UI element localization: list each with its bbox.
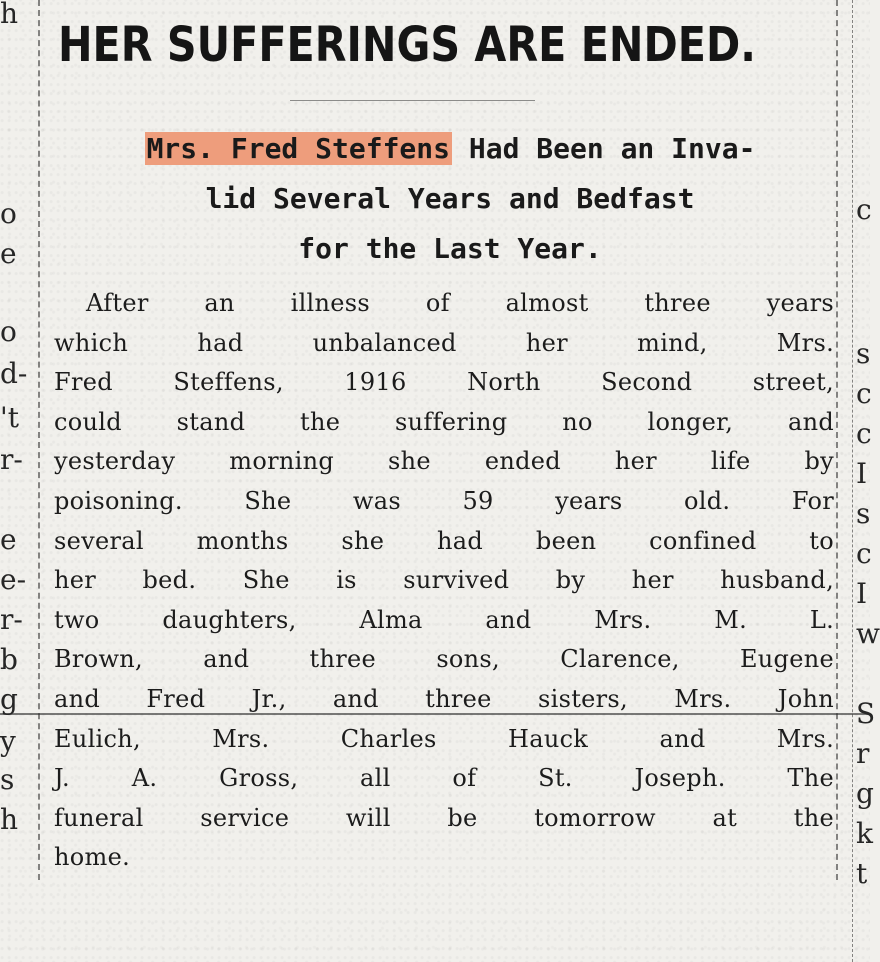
left-column-fragment: s bbox=[0, 763, 15, 796]
left-column-fragment: y bbox=[0, 725, 16, 758]
right-column-fragment: s bbox=[856, 337, 871, 370]
headline-divider bbox=[290, 100, 535, 101]
body-line: Brown, and three sons, Clarence, Eugene bbox=[54, 645, 834, 674]
body-line: could stand the suffering no longer, and bbox=[54, 407, 834, 436]
left-column-fragment: e- bbox=[0, 563, 27, 596]
article-body bbox=[54, 284, 834, 878]
left-column-rule bbox=[38, 0, 40, 880]
right-column-fragment: s bbox=[856, 497, 871, 530]
left-column-fragment: r- bbox=[0, 443, 23, 476]
body-line: Eulich, Mrs. Charles Hauck and Mrs. bbox=[54, 724, 834, 753]
left-column-fragment: b bbox=[0, 643, 18, 676]
right-column-fragment: t bbox=[856, 857, 868, 890]
body-line: and Fred Jr., and three sisters, Mrs. John bbox=[54, 684, 834, 713]
right-column-fragment: r bbox=[856, 737, 870, 770]
body-line: funeral service will be tomorrow at the bbox=[54, 803, 834, 832]
outer-column-rule bbox=[852, 0, 853, 962]
left-column-fragment: h bbox=[0, 0, 19, 30]
right-column-fragment: I bbox=[856, 577, 868, 610]
headline: HER SUFFERINGS ARE ENDED. bbox=[58, 17, 756, 73]
body-line: After an illness of almost three years bbox=[86, 289, 834, 317]
right-column-fragment: c bbox=[856, 193, 872, 226]
left-column-fragment: 't bbox=[0, 401, 19, 434]
left-column-fragment: r- bbox=[0, 603, 23, 636]
right-column-fragment: w bbox=[856, 617, 880, 650]
subheadline-line-1 bbox=[60, 124, 840, 174]
right-column-fragment: c bbox=[856, 417, 872, 450]
right-column-fragment: g bbox=[856, 777, 874, 810]
body-line: yesterday morning she ended her life by bbox=[54, 447, 834, 476]
body-line: which had unbalanced her mind, Mrs. bbox=[54, 328, 834, 357]
body-line: her bed. She is survived by her husband, bbox=[54, 566, 834, 595]
right-column-fragment: S bbox=[856, 697, 876, 730]
left-column-fragment: d- bbox=[0, 357, 28, 390]
left-column-fragment: e bbox=[0, 523, 17, 556]
body-line: Fred Steffens, 1916 North Second street, bbox=[54, 368, 834, 397]
subheadline-line-2: lid Several Years and Bedfast bbox=[205, 182, 695, 215]
subheadline-line-3: for the Last Year. bbox=[298, 232, 602, 265]
right-column-fragment: c bbox=[856, 377, 872, 410]
left-column-fragment: o bbox=[0, 197, 17, 230]
right-column-fragment: I bbox=[856, 457, 868, 490]
body-line: poisoning. She was 59 years old. For bbox=[54, 486, 834, 515]
left-column-fragment: o bbox=[0, 315, 17, 348]
body-line: several months she had been confined to bbox=[54, 526, 834, 555]
body-line: two daughters, Alma and Mrs. M. L. bbox=[54, 605, 834, 634]
subheadline-line-1-rest: Had Been an Inva- bbox=[452, 132, 756, 165]
right-column-fragment: c bbox=[856, 537, 872, 570]
body-line: home. bbox=[54, 843, 130, 872]
left-column-fragment: e bbox=[0, 237, 17, 270]
highlighted-name: Mrs. Fred Steffens bbox=[146, 132, 450, 165]
body-line: J. A. Gross, all of St. Joseph. The bbox=[54, 764, 834, 793]
right-column-fragment: k bbox=[856, 817, 873, 850]
subheadline bbox=[60, 124, 840, 274]
left-column-fragment: h bbox=[0, 803, 19, 836]
left-column-fragment: g bbox=[0, 683, 18, 716]
